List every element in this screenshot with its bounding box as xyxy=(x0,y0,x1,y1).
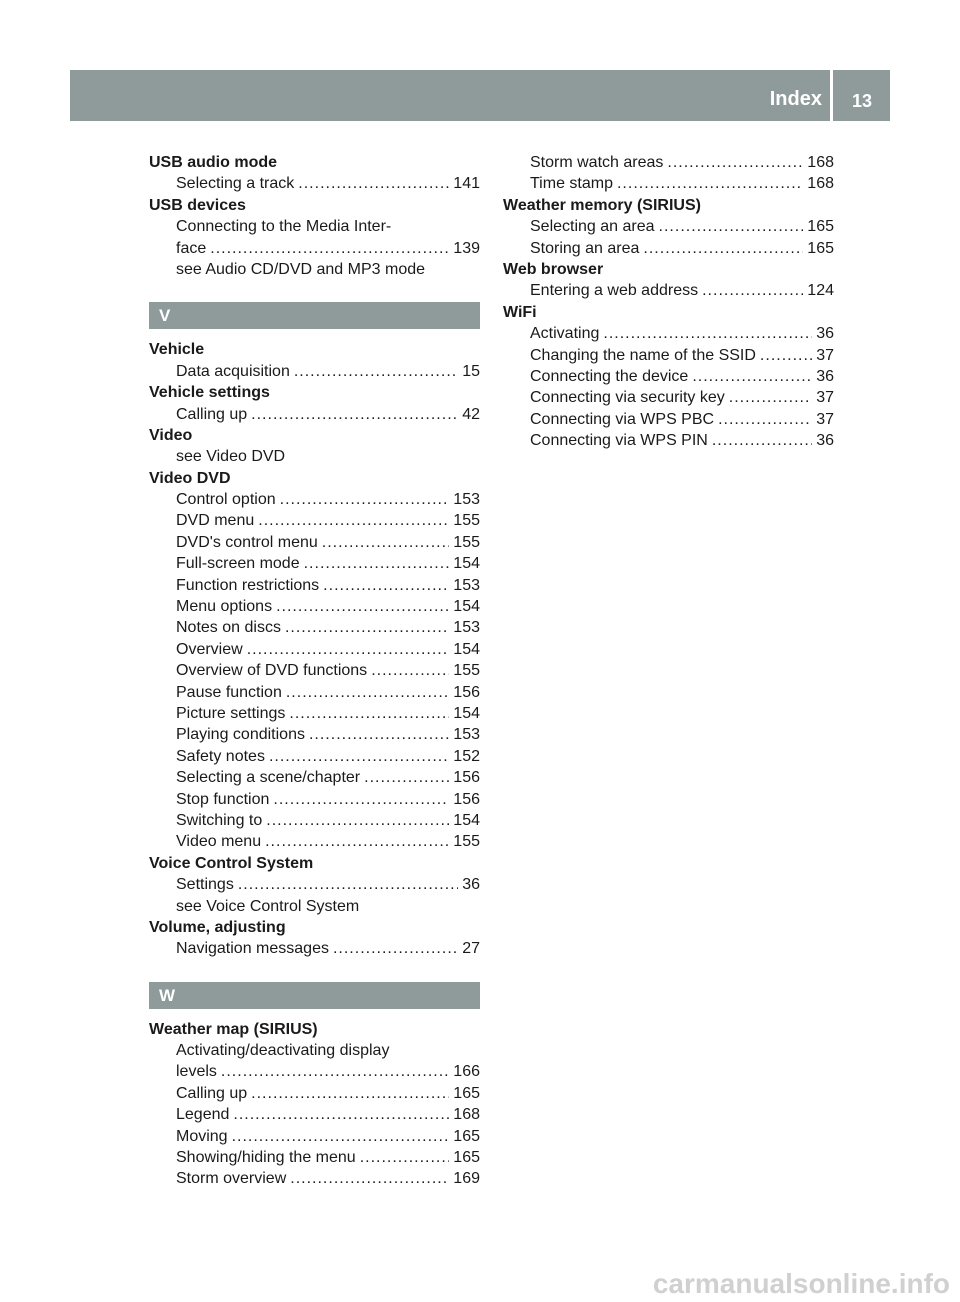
index-subentry[interactable] xyxy=(503,430,834,451)
page-ref: 165 xyxy=(453,1127,480,1145)
leader-dots xyxy=(289,703,449,724)
index-entry: Video DVD xyxy=(149,469,231,487)
video-dvd-subentries xyxy=(149,489,480,853)
leader-dots xyxy=(617,173,803,194)
weather-memory-subentries xyxy=(503,216,834,259)
index-subentry[interactable] xyxy=(149,238,480,259)
leader-dots xyxy=(659,216,804,237)
subentry-text: Connecting via WPS PBC xyxy=(530,410,715,428)
subentry-text: Function restrictions xyxy=(176,576,320,594)
index-entry: Video xyxy=(149,426,193,444)
subentry-text: Playing conditions xyxy=(176,726,305,744)
leader-dots xyxy=(309,724,449,745)
subentry-text: Pause function xyxy=(176,683,282,701)
leader-dots xyxy=(712,430,812,451)
watermark: carmanualsonline.info xyxy=(652,1268,950,1299)
page-ref: 154 xyxy=(453,555,480,573)
index-subentry[interactable] xyxy=(149,639,480,660)
index-subentry[interactable] xyxy=(149,810,480,831)
leader-dots xyxy=(603,323,812,344)
page-ref: 168 xyxy=(807,154,834,171)
subentry-text: Showing/hiding the menu xyxy=(176,1149,356,1167)
subentry-text: Connecting the device xyxy=(530,367,689,385)
index-entry: USB devices xyxy=(149,196,246,214)
page-ref: 37 xyxy=(816,389,834,407)
page-ref: 139 xyxy=(453,239,480,257)
page-ref: 155 xyxy=(453,512,480,530)
subentry-text: Safety notes xyxy=(176,747,265,765)
page-ref: 37 xyxy=(816,410,834,428)
index-column-left xyxy=(149,152,480,1190)
section-letter-w: W xyxy=(149,982,480,1009)
index-entry: WiFi xyxy=(503,303,537,321)
header-bar xyxy=(70,70,890,121)
subentry-text: Storm overview xyxy=(176,1170,287,1188)
page-ref: 156 xyxy=(453,683,480,701)
page-ref: 36 xyxy=(462,876,480,894)
page-ref: 141 xyxy=(453,175,480,193)
index-subentry[interactable] xyxy=(149,1104,480,1125)
index-subentry[interactable] xyxy=(149,703,480,724)
page-ref: 165 xyxy=(453,1149,480,1167)
page-ref: 153 xyxy=(453,491,480,509)
index-subentry[interactable] xyxy=(149,553,480,574)
index-subentry[interactable] xyxy=(503,366,834,387)
subentry-text: Changing the name of the SSID xyxy=(530,346,756,364)
index-subentry[interactable] xyxy=(149,1147,480,1168)
leader-dots xyxy=(286,682,449,703)
page-title: Index xyxy=(769,88,822,110)
index-subentry[interactable] xyxy=(149,404,480,425)
subentry-text: Connecting via WPS PIN xyxy=(530,432,708,450)
see-reference[interactable]: see Voice Control System xyxy=(176,897,360,915)
leader-dots xyxy=(643,238,803,259)
page-ref: 153 xyxy=(453,726,480,744)
leader-dots xyxy=(251,1083,449,1104)
index-subentry[interactable] xyxy=(149,1083,480,1104)
index-subentry[interactable] xyxy=(503,387,834,408)
page-ref: 169 xyxy=(453,1170,480,1188)
leader-dots xyxy=(266,810,449,831)
page-ref: 152 xyxy=(453,747,480,765)
leader-dots xyxy=(247,639,450,660)
page-ref: 168 xyxy=(807,175,834,193)
index-subentry[interactable] xyxy=(149,682,480,703)
leader-dots xyxy=(258,510,449,531)
page-ref: 124 xyxy=(807,282,834,300)
index-subentry[interactable] xyxy=(149,938,480,959)
subentry-text: Legend xyxy=(176,1106,230,1124)
page-ref: 42 xyxy=(462,405,480,423)
page-ref: 155 xyxy=(453,662,480,680)
subentry-text: DVD menu xyxy=(176,512,255,530)
subentry-text: Selecting an area xyxy=(530,218,655,236)
leader-dots xyxy=(290,1168,449,1189)
leader-dots xyxy=(221,1061,449,1082)
leader-dots xyxy=(322,532,450,553)
index-subentry[interactable] xyxy=(149,660,480,681)
subentry-text: Connecting to the Media Inter- xyxy=(176,218,392,236)
index-subentry[interactable] xyxy=(149,1126,480,1147)
index-subentry[interactable] xyxy=(149,1168,480,1189)
subentry-text: Selecting a scene/chapter xyxy=(176,769,361,787)
index-entry: Voice Control System xyxy=(149,854,314,872)
index-entry: Weather map (SIRIUS) xyxy=(149,1020,318,1038)
subentry-text: Switching to xyxy=(176,811,263,829)
section-letter-v: V xyxy=(149,302,480,329)
index-subentry[interactable] xyxy=(503,152,834,173)
leader-dots xyxy=(238,874,458,895)
leader-dots xyxy=(298,173,449,194)
subentry-text: Navigation messages xyxy=(176,940,329,958)
page-ref: 156 xyxy=(453,790,480,808)
index-subentry[interactable] xyxy=(149,510,480,531)
leader-dots xyxy=(323,575,449,596)
index-subentry[interactable] xyxy=(503,323,834,344)
subentry-text: Overview of DVD functions xyxy=(176,662,368,680)
weather-map-subentries-cont xyxy=(503,152,834,195)
page-ref: 166 xyxy=(453,1063,480,1081)
index-entry: Web browser xyxy=(503,260,604,278)
subentry-text: Picture settings xyxy=(176,704,286,722)
index-entry: Volume, adjusting xyxy=(149,918,286,936)
page-number: 13 xyxy=(851,91,872,111)
page-ref: 168 xyxy=(453,1106,480,1124)
subentry-text: Notes on discs xyxy=(176,619,281,637)
subentry-text: DVD's control menu xyxy=(176,533,318,551)
see-reference[interactable]: see Audio CD/DVD and MP3 mode xyxy=(176,260,426,278)
subentry-text: Activating xyxy=(530,325,600,343)
subentry-text: Time stamp xyxy=(530,175,613,193)
subentry-text: Stop function xyxy=(176,790,270,808)
leader-dots xyxy=(233,1104,449,1125)
leader-dots xyxy=(280,489,450,510)
index-subentry[interactable] xyxy=(149,173,480,194)
index-subentry[interactable] xyxy=(149,767,480,788)
leader-dots xyxy=(333,938,458,959)
index-subentry[interactable] xyxy=(149,746,480,767)
wifi-subentries xyxy=(503,323,834,451)
index-subentry[interactable] xyxy=(149,724,480,745)
index-subentry[interactable] xyxy=(149,361,480,382)
page-ref: 154 xyxy=(453,640,480,658)
leader-dots xyxy=(294,361,458,382)
leader-dots xyxy=(232,1126,450,1147)
leader-dots xyxy=(371,660,449,681)
page-ref: 165 xyxy=(807,239,834,257)
index-subentry[interactable] xyxy=(503,345,834,366)
leader-dots xyxy=(729,387,812,408)
page-ref: 165 xyxy=(453,1084,480,1102)
page-ref: 154 xyxy=(453,704,480,722)
page-ref: 153 xyxy=(453,576,480,594)
weather-map-subentries xyxy=(149,1083,480,1190)
index-subentry[interactable] xyxy=(503,173,834,194)
page-ref: 154 xyxy=(453,811,480,829)
index-subentry[interactable] xyxy=(149,874,480,895)
subentry-text: Video menu xyxy=(176,833,262,851)
leader-dots xyxy=(304,553,450,574)
subentry-text: Calling up xyxy=(176,1084,248,1102)
index-subentry[interactable] xyxy=(149,831,480,852)
subentry-text: Storm watch areas xyxy=(530,154,664,171)
subentry-text: Entering a web address xyxy=(530,282,699,300)
leader-dots xyxy=(269,746,449,767)
web-browser-subentries xyxy=(503,280,834,301)
index-subentry[interactable] xyxy=(149,532,480,553)
subentry-text: Data acquisition xyxy=(176,362,290,380)
page-ref: 165 xyxy=(807,218,834,236)
page-ref: 153 xyxy=(453,619,480,637)
index-subentry[interactable] xyxy=(149,789,480,810)
subentry-text: Settings xyxy=(176,876,234,894)
subentry-text: Activating/deactivating display xyxy=(176,1042,390,1060)
page-ref: 27 xyxy=(462,940,480,958)
leader-dots xyxy=(692,366,812,387)
subentry-text: Moving xyxy=(176,1127,228,1145)
leader-dots xyxy=(265,831,449,852)
index-column-right xyxy=(503,152,834,451)
index-subentry[interactable] xyxy=(149,617,480,638)
subentry-text: Full-screen mode xyxy=(176,555,300,573)
index-entry: Vehicle settings xyxy=(149,384,270,402)
leader-dots xyxy=(702,280,803,301)
page-ref: 36 xyxy=(816,367,834,385)
subentry-text: Overview xyxy=(176,640,243,658)
index-subentry[interactable] xyxy=(149,596,480,617)
subentry-text: Storing an area xyxy=(530,239,640,257)
index-subentry[interactable] xyxy=(503,238,834,259)
leader-dots xyxy=(285,617,449,638)
index-subentry[interactable] xyxy=(503,216,834,237)
leader-dots xyxy=(210,238,449,259)
leader-dots xyxy=(360,1147,450,1168)
page-ref: 15 xyxy=(462,362,480,380)
index-subentry[interactable] xyxy=(149,1061,480,1082)
subentry-text: Menu options xyxy=(176,598,273,616)
page-ref: 155 xyxy=(453,533,480,551)
page-ref: 36 xyxy=(816,432,834,450)
subentry-text: levels xyxy=(176,1063,217,1081)
leader-dots xyxy=(251,404,458,425)
page-ref: 154 xyxy=(453,598,480,616)
page-ref: 156 xyxy=(453,769,480,787)
index-subentry[interactable] xyxy=(149,489,480,510)
page-ref: 36 xyxy=(816,325,834,343)
subentry-text: Connecting via security key xyxy=(530,389,725,407)
leader-dots xyxy=(364,767,449,788)
index-subentry[interactable] xyxy=(503,409,834,430)
see-reference[interactable]: see Video DVD xyxy=(176,448,286,466)
leader-dots xyxy=(760,345,812,366)
subentry-text: Control option xyxy=(176,491,276,509)
index-subentry[interactable] xyxy=(503,280,834,301)
page-ref: 37 xyxy=(816,346,834,364)
index-entry: Vehicle xyxy=(149,341,205,359)
header-divider xyxy=(830,70,833,121)
leader-dots xyxy=(667,152,803,173)
leader-dots xyxy=(718,409,812,430)
page-ref: 155 xyxy=(453,833,480,851)
index-subentry[interactable] xyxy=(149,575,480,596)
leader-dots xyxy=(276,596,449,617)
leader-dots xyxy=(273,789,449,810)
index-entry: Weather memory (SIRIUS) xyxy=(503,196,701,214)
subentry-text: face xyxy=(176,239,207,257)
subentry-text: Selecting a track xyxy=(176,175,295,193)
subentry-text: Calling up xyxy=(176,405,248,423)
index-entry: USB audio mode xyxy=(149,154,278,171)
